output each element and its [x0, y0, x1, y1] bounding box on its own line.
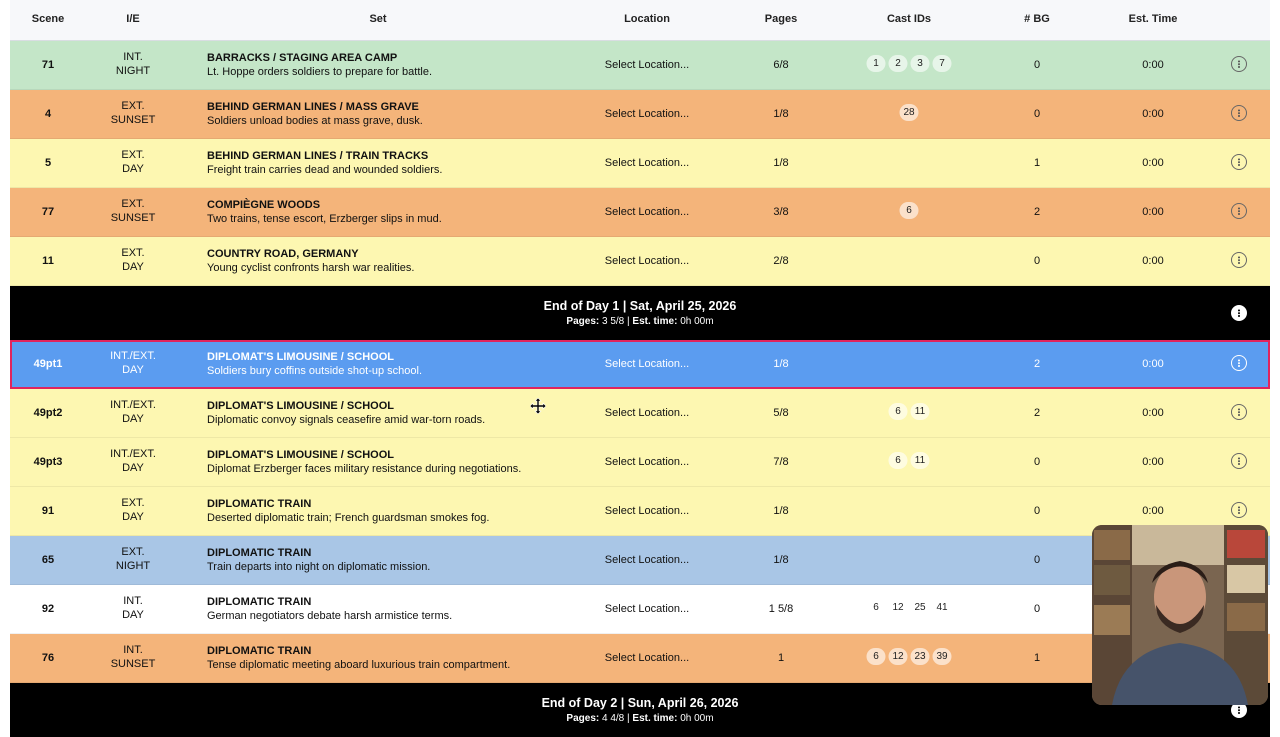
int-ext — [121, 149, 144, 176]
cast-id-chip: 6 — [889, 403, 908, 420]
pages-count: 1/8 — [773, 157, 789, 169]
int-ext — [111, 644, 156, 671]
location-select[interactable]: Select Location... — [604, 358, 690, 370]
time-of-day: DAY — [122, 260, 144, 273]
stripboard-table — [10, 0, 1270, 737]
set-cell — [207, 248, 414, 275]
pages-total: 4 4/8 — [602, 713, 625, 724]
int-ext-type: INT./EXT. — [110, 399, 156, 411]
time-of-day: DAY — [122, 363, 144, 376]
int-ext-type: EXT. — [121, 497, 145, 509]
pages-count: 6/8 — [773, 59, 789, 71]
set-cell — [207, 351, 422, 378]
table-row[interactable] — [10, 487, 1270, 536]
cast-id-chip: 25 — [911, 599, 930, 616]
bg-count: 0 — [1033, 108, 1041, 120]
cast-ids — [867, 648, 952, 665]
cast-ids — [889, 403, 930, 420]
scene-number: 91 — [41, 505, 55, 517]
scene-description: Diplomat Erzberger faces military resistance during negotiations. — [207, 462, 522, 475]
int-ext — [121, 247, 144, 274]
pages-count: 1/8 — [773, 358, 789, 370]
cast-ids — [889, 452, 930, 469]
est-time: 0:00 — [1142, 358, 1164, 370]
scene-number: 92 — [41, 603, 55, 615]
set-title: DIPLOMATIC TRAIN — [207, 596, 312, 608]
header-cast-ids[interactable]: Cast IDs — [886, 13, 932, 25]
header-bg[interactable]: # BG — [1024, 13, 1050, 25]
set-title: DIPLOMAT'S LIMOUSINE / SCHOOL — [207, 449, 394, 461]
time-of-day: DAY — [122, 608, 144, 621]
presenter-video-image — [1092, 525, 1268, 705]
pages-count: 1/8 — [773, 505, 789, 517]
int-ext — [111, 100, 156, 127]
header-pages[interactable]: Pages — [764, 13, 798, 25]
set-title: COUNTRY ROAD, GERMANY — [207, 248, 359, 260]
est-total: 0h 00m — [680, 316, 714, 327]
int-ext — [111, 198, 156, 225]
est-time: 0:00 — [1142, 505, 1164, 517]
day-end-title: End of Day 1 | Sat, April 25, 2026 — [543, 299, 737, 313]
scene-number: 77 — [41, 206, 55, 218]
int-ext — [110, 399, 156, 426]
more-vertical-circle-icon[interactable] — [1231, 154, 1247, 170]
webcam-video-overlay — [1092, 525, 1268, 705]
bg-count: 0 — [1033, 456, 1041, 468]
est-total: 0h 00m — [680, 713, 714, 724]
cast-id-chip: 2 — [889, 55, 908, 72]
pages-count: 1 5/8 — [768, 603, 794, 615]
more-vertical-circle-icon[interactable] — [1231, 502, 1247, 518]
time-of-day: SUNSET — [110, 657, 156, 670]
bg-count: 1 — [1033, 652, 1041, 664]
location-select[interactable]: Select Location... — [604, 456, 690, 468]
day-end-title: End of Day 2 | Sun, April 26, 2026 — [541, 696, 739, 710]
location-select[interactable]: Select Location... — [604, 603, 690, 615]
table-row[interactable] — [10, 139, 1270, 188]
set-title: DIPLOMAT'S LIMOUSINE / SCHOOL — [207, 351, 394, 363]
int-ext-type: INT./EXT. — [110, 448, 156, 460]
more-vertical-circle-icon[interactable] — [1231, 355, 1247, 371]
pages-count: 5/8 — [773, 407, 789, 419]
cast-id-chip: 6 — [900, 202, 919, 219]
set-cell — [207, 449, 521, 476]
int-ext — [121, 497, 144, 524]
scene-number: 65 — [41, 554, 55, 566]
est-time: 0:00 — [1142, 206, 1164, 218]
est-time: 0:00 — [1142, 108, 1164, 120]
bg-count: 1 — [1033, 157, 1041, 169]
bg-count: 2 — [1033, 206, 1041, 218]
table-row[interactable] — [10, 536, 1270, 585]
est-time: 0:00 — [1142, 456, 1164, 468]
header-location[interactable]: Location — [624, 13, 670, 25]
time-of-day: DAY — [122, 461, 144, 474]
cast-id-chip: 41 — [933, 599, 952, 616]
set-title: BEHIND GERMAN LINES / TRAIN TRACKS — [207, 150, 429, 162]
int-ext-type: EXT. — [121, 198, 145, 210]
scene-number: 49pt2 — [33, 407, 63, 419]
table-header — [10, 0, 1270, 41]
scene-number: 5 — [44, 157, 52, 169]
cast-id-chip: 11 — [911, 452, 930, 469]
set-title: DIPLOMATIC TRAIN — [207, 645, 312, 657]
cast-id-chip: 39 — [933, 648, 952, 665]
table-body — [10, 41, 1270, 737]
header-est-time[interactable]: Est. Time — [1128, 13, 1178, 25]
est-label: Est. time: — [632, 713, 678, 724]
location-select[interactable]: Select Location... — [604, 206, 690, 218]
set-title: DIPLOMATIC TRAIN — [207, 547, 312, 559]
scene-number: 76 — [41, 652, 55, 664]
set-title: BARRACKS / STAGING AREA CAMP — [207, 52, 398, 64]
location-select[interactable]: Select Location... — [604, 554, 690, 566]
scene-description: Train departs into night on diplomatic mission. — [207, 560, 431, 573]
move-cursor-icon — [530, 398, 546, 414]
more-vertical-circle-icon[interactable] — [1231, 305, 1247, 321]
scene-number: 4 — [44, 108, 52, 120]
location-select[interactable]: Select Location... — [604, 255, 690, 267]
location-select[interactable]: Select Location... — [604, 407, 690, 419]
header-scene[interactable]: Scene — [31, 13, 65, 25]
location-select[interactable]: Select Location... — [604, 108, 690, 120]
scene-description: Diplomatic convoy signals ceasefire amid war-torn roads. — [207, 413, 486, 426]
header-ie[interactable]: I/E — [126, 13, 140, 25]
table-row[interactable] — [10, 389, 1270, 438]
day-end-summary: Pages: 4 4/8 | Est. time: 0h 00m — [566, 713, 714, 724]
cast-id-chip: 11 — [911, 403, 930, 420]
scene-number: 11 — [42, 255, 54, 267]
int-ext — [116, 546, 150, 573]
int-ext-type: EXT. — [121, 546, 145, 558]
time-of-day: NIGHT — [115, 559, 151, 572]
cast-id-chip: 3 — [911, 55, 930, 72]
day-end-row — [10, 683, 1270, 737]
scene-description: Freight train carries dead and wounded soldiers. — [207, 163, 443, 176]
table-row[interactable] — [10, 41, 1270, 90]
time-of-day: DAY — [122, 510, 144, 523]
int-ext-type: INT. — [123, 595, 143, 607]
scene-description: Two trains, tense escort, Erzberger slips in mud. — [207, 212, 442, 225]
int-ext-type: EXT. — [121, 149, 145, 161]
cast-id-chip: 1 — [867, 55, 886, 72]
int-ext — [122, 595, 144, 622]
int-ext-type: EXT. — [121, 247, 145, 259]
scene-description: Soldiers unload bodies at mass grave, dusk. — [207, 114, 423, 127]
scene-number: 71 — [41, 59, 55, 71]
set-cell — [207, 101, 423, 128]
table-row[interactable] — [10, 237, 1270, 286]
est-time: 0:00 — [1142, 255, 1164, 267]
pages-count: 1/8 — [773, 554, 789, 566]
set-cell — [207, 400, 485, 427]
est-time: 0:00 — [1142, 157, 1164, 169]
bg-count: 0 — [1033, 59, 1041, 71]
set-cell — [207, 596, 452, 623]
set-title: COMPIÈGNE WOODS — [207, 199, 321, 211]
set-cell — [207, 498, 489, 525]
pages-label: Pages: — [566, 713, 600, 724]
cast-id-chip: 7 — [933, 55, 952, 72]
set-title: DIPLOMAT'S LIMOUSINE / SCHOOL — [207, 400, 394, 412]
bg-count: 2 — [1033, 407, 1041, 419]
cast-ids — [900, 104, 919, 121]
pages-count: 7/8 — [773, 456, 789, 468]
location-select[interactable]: Select Location... — [604, 59, 690, 71]
cast-id-chip: 28 — [900, 104, 919, 121]
int-ext — [110, 448, 156, 475]
time-of-day: DAY — [122, 162, 144, 175]
cast-ids — [900, 202, 919, 219]
pages-count: 2/8 — [773, 255, 789, 267]
est-time: 0:00 — [1142, 59, 1164, 71]
bg-count: 0 — [1033, 603, 1041, 615]
set-cell — [207, 547, 430, 574]
table-row[interactable] — [10, 634, 1270, 683]
day-end-summary: Pages: 3 5/8 | Est. time: 0h 00m — [566, 316, 714, 327]
bg-count: 0 — [1033, 505, 1041, 517]
more-vertical-circle-icon[interactable] — [1231, 404, 1247, 420]
cast-id-chip: 23 — [911, 648, 930, 665]
location-select[interactable]: Select Location... — [604, 505, 690, 517]
set-cell — [207, 199, 442, 226]
location-select[interactable]: Select Location... — [604, 157, 690, 169]
int-ext — [110, 350, 156, 377]
scene-number: 49pt3 — [33, 456, 63, 468]
more-vertical-circle-icon[interactable] — [1231, 105, 1247, 121]
est-time: 0:00 — [1142, 407, 1164, 419]
table-row[interactable] — [10, 585, 1270, 634]
cast-id-chip: 6 — [867, 599, 886, 616]
cast-id-chip: 6 — [867, 648, 886, 665]
int-ext-type: INT. — [123, 51, 143, 63]
set-title: BEHIND GERMAN LINES / MASS GRAVE — [207, 101, 419, 113]
scene-description: Young cyclist confronts harsh war realities. — [207, 261, 415, 274]
pages-label: Pages: — [566, 316, 600, 327]
pages-count: 3/8 — [773, 206, 789, 218]
set-cell — [207, 150, 442, 177]
cast-ids — [867, 55, 952, 72]
table-row-selected[interactable] — [10, 340, 1270, 389]
more-vertical-circle-icon[interactable] — [1231, 252, 1247, 268]
time-of-day: SUNSET — [110, 113, 156, 126]
table-row[interactable] — [10, 90, 1270, 139]
int-ext-type: EXT. — [121, 100, 145, 112]
scene-description: German negotiators debate harsh armistice terms. — [207, 609, 453, 622]
scene-description: Tense diplomatic meeting aboard luxurious train compartment. — [207, 658, 511, 671]
time-of-day: SUNSET — [110, 211, 156, 224]
scene-description: Deserted diplomatic train; French guardsman smokes fog. — [207, 511, 490, 524]
bg-count: 2 — [1033, 358, 1041, 370]
cast-id-chip: 6 — [889, 452, 908, 469]
table-row[interactable] — [10, 188, 1270, 237]
bg-count: 0 — [1033, 255, 1041, 267]
set-title: DIPLOMATIC TRAIN — [207, 498, 312, 510]
location-select[interactable]: Select Location... — [604, 652, 690, 664]
scene-description: Lt. Hoppe orders soldiers to prepare for battle. — [207, 65, 433, 78]
scene-number: 49pt1 — [33, 358, 63, 370]
more-vertical-circle-icon[interactable] — [1231, 56, 1247, 72]
scene-description: Soldiers bury coffins outside shot-up school. — [207, 364, 423, 377]
cast-id-chip: 12 — [889, 599, 908, 616]
pages-count: 1 — [777, 652, 785, 664]
set-cell — [207, 52, 432, 79]
bg-count: 0 — [1033, 554, 1041, 566]
int-ext-type: INT. — [123, 644, 143, 656]
more-vertical-circle-icon[interactable] — [1231, 453, 1247, 469]
cast-ids — [867, 599, 952, 616]
header-set[interactable]: Set — [369, 13, 387, 25]
table-row[interactable] — [10, 438, 1270, 487]
pages-count: 1/8 — [773, 108, 789, 120]
cast-id-chip: 12 — [889, 648, 908, 665]
more-vertical-circle-icon[interactable] — [1231, 203, 1247, 219]
int-ext — [116, 51, 150, 78]
time-of-day: DAY — [122, 412, 144, 425]
est-label: Est. time: — [632, 316, 678, 327]
day-end-row — [10, 286, 1270, 340]
time-of-day: NIGHT — [115, 64, 151, 77]
int-ext-type: INT./EXT. — [110, 350, 156, 362]
pages-total: 3 5/8 — [602, 316, 625, 327]
set-cell — [207, 645, 510, 672]
